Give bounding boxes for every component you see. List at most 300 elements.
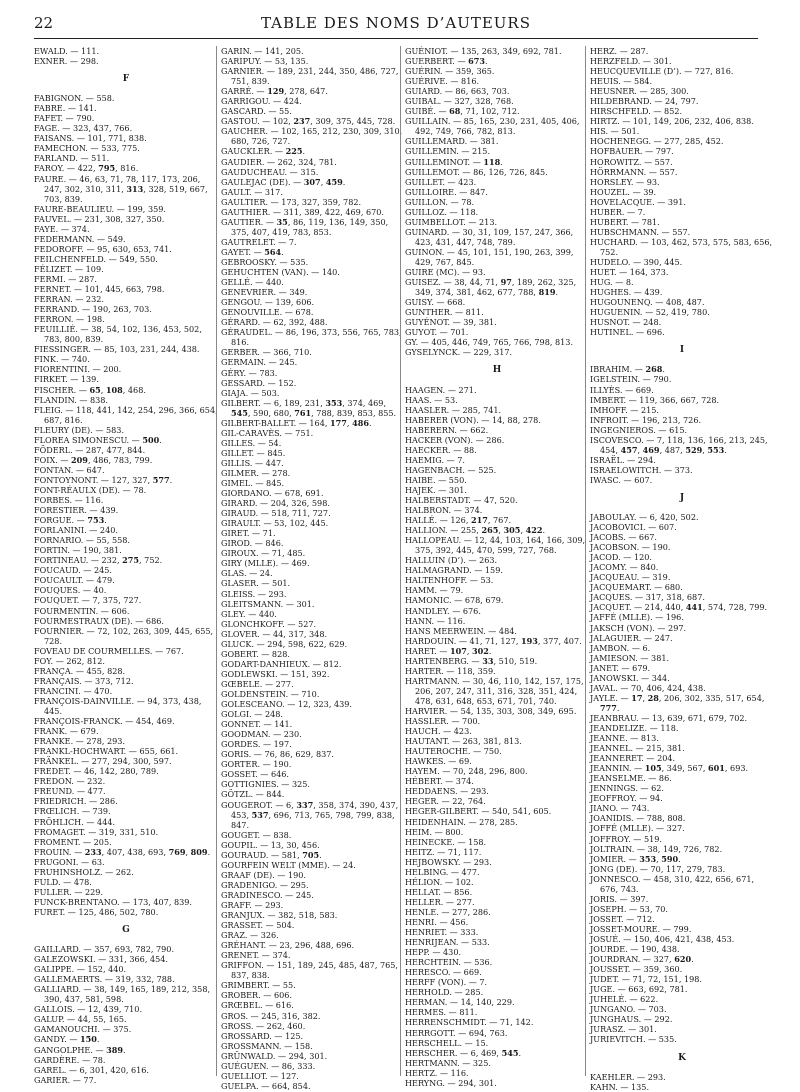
index-entry: GIRET. — 71. xyxy=(221,528,276,539)
index-entry: GARNIER. — 189, 231, 244, 350, 486, 727, 751, 839. xyxy=(221,66,399,87)
index-entry: HUG. — 8. xyxy=(590,277,634,288)
index-entry: GLEISS. — 293. xyxy=(221,588,287,599)
index-entry: HAMONIC. — 678, 679. xyxy=(405,595,504,606)
index-entry: GÉRARD. — 62, 392, 488. xyxy=(221,317,328,328)
index-entry: GASTOU. — 102, 237, 309, 375, 445, 728. xyxy=(221,116,396,127)
index-entry: FORLANINI. — 240. xyxy=(34,525,118,536)
index-entry: GEHUCHTEN (VAN). — 140. xyxy=(221,267,340,278)
index-entry: GENEVRIER. — 349. xyxy=(221,287,308,298)
index-entry: GUILLEMARD. — 381. xyxy=(405,136,499,147)
index-entry: HALMAGRAND. — 159. xyxy=(405,565,503,576)
index-entry: FULD. — 478. xyxy=(34,876,92,887)
index-entry: HAWKES. — 69. xyxy=(405,756,472,767)
index-entry: FORESTIER. — 439. xyxy=(34,505,119,516)
index-entry: JIANO. — 743. xyxy=(590,803,650,814)
index-entry: IWASC. — 607. xyxy=(590,474,653,485)
index-entry: FRANÇOIS-FRANCK. — 454, 469. xyxy=(34,716,175,727)
index-entry: FOURNIER. — 72, 102, 263, 309, 445, 655, 728. xyxy=(34,625,214,646)
index-entry: ISRAELOWITCH. — 373. xyxy=(590,464,693,475)
index-entry: JEANNEL. — 215, 381. xyxy=(590,743,685,754)
index-entry: HEGER. — 22, 764. xyxy=(405,796,486,807)
index-entry: GAULT. — 317. xyxy=(221,186,283,197)
index-entry: HÖRRMANN. — 557. xyxy=(590,166,678,177)
index-entry: GRENET. — 374. xyxy=(221,950,291,961)
index-entry: GUÉRIVE. — 816. xyxy=(405,76,480,87)
index-entry: FIESSINGER. — 85, 103, 231, 244, 438. xyxy=(34,344,200,355)
index-entry: HARTMANN. — 30, 46, 110, 142, 157, 175, 206, 207, 247, 311, 316, 328, 351, 424, 478, 631, 648, 653, 671, 701, 740. xyxy=(405,675,584,706)
index-entry: FEDOROFF. — 95, 630, 653, 741. xyxy=(34,243,172,254)
index-entry: GUISY. — 668. xyxy=(405,297,466,308)
index-entry: GANGOLPHE. — 389. xyxy=(34,1044,126,1055)
page-title: TABLE DES NOMS D’AUTEURS xyxy=(261,14,531,32)
index-entry: HAASLER. — 285, 741. xyxy=(405,404,502,415)
index-entry: HUBERT. — 781. xyxy=(590,216,660,227)
index-entry: FERRAND. — 190, 263, 703. xyxy=(34,304,152,315)
index-entry: FOY. — 262, 812. xyxy=(34,655,105,666)
index-entry: HALLION. — 255, 265, 305, 422. xyxy=(405,525,546,536)
header-rule xyxy=(34,38,758,39)
index-entry: GOURFEIN WELT (MME). — 24. xyxy=(221,859,356,870)
index-entry: HERTMANN. — 325. xyxy=(405,1057,491,1068)
index-entry: HUGOUNENQ. — 408, 487. xyxy=(590,297,705,308)
index-entry: JEANBRAU. — 13, 639, 671, 679, 702. xyxy=(590,712,748,723)
index-entry: HABERERN. — 662. xyxy=(405,424,489,435)
index-entry: FOUQUES. — 40. xyxy=(34,585,107,596)
index-entry: GEBROOSKY. — 535. xyxy=(221,256,309,267)
index-entry: GAULTIER. — 173, 327, 359, 782. xyxy=(221,196,362,207)
index-entry: HUGHES. — 439. xyxy=(590,287,663,298)
index-entry: GUILLET. — 423. xyxy=(405,176,477,187)
index-entry: FAYE. — 374. xyxy=(34,223,90,234)
index-entry: GUILLON. — 78. xyxy=(405,196,475,207)
index-entry: JUHELÉ. — 622. xyxy=(590,994,659,1005)
index-entry: GESSARD. — 152. xyxy=(221,377,297,388)
index-entry: HARTER. — 118, 359. xyxy=(405,665,496,676)
index-entry: JAFFÉ (MLLE). — 196. xyxy=(590,612,684,623)
index-entry: ILLYÈS. — 669. xyxy=(590,384,654,395)
index-entry: GOLGI. — 248. xyxy=(221,709,283,720)
index-entry: KAHN. — 135. xyxy=(590,1081,650,1092)
index-entry: GERBER. — 366, 710. xyxy=(221,347,312,358)
index-entry: GRIMBERT. — 55. xyxy=(221,980,296,991)
index-entry: GIROUX. — 71, 485. xyxy=(221,548,306,559)
index-entry: ISCOVESCO. — 7, 118, 136, 166, 213, 245, 454, 457, 469, 487, 529, 553. xyxy=(590,434,768,455)
index-entry: HAJEK. — 301. xyxy=(405,484,467,495)
index-entry: GARRÉ. — 129, 278, 647. xyxy=(221,86,328,97)
index-entry: HERFF (VON). — 7. xyxy=(405,977,488,988)
index-entry: JAKSCH (VON). — 297. xyxy=(590,622,687,633)
index-entry: FRŒLICH. — 739. xyxy=(34,806,111,817)
index-entry: JANOWSKI. — 344. xyxy=(590,672,670,683)
index-entry: HASSLER. — 700. xyxy=(405,716,481,727)
index-entry: JEANNIN. — 105, 349, 567, 601, 693. xyxy=(590,763,749,774)
index-entry: JACOMY. — 840. xyxy=(590,562,659,573)
index-entry: HUBER. — 7. xyxy=(590,206,646,217)
index-entry: GAUCHER. — 102, 165, 212, 230, 309, 310, 680, 726, 727. xyxy=(221,126,403,147)
index-entry: EWALD. — 111. xyxy=(34,46,100,56)
index-entry: GLONCHKOFF. — 527. xyxy=(221,618,317,629)
index-entry: GILLIS. — 447. xyxy=(221,457,284,468)
index-entry: GALEZOWSKI. — 331, 366, 454. xyxy=(34,954,168,965)
index-entry: GARDÈRE. — 78. xyxy=(34,1054,106,1065)
index-entry: FISCHER. — 65, 108, 468. xyxy=(34,384,146,395)
index-entry: HELLAT. — 856. xyxy=(405,886,473,897)
index-entry: ISRAËL. — 294. xyxy=(590,454,656,465)
index-entry: FAFET. — 790. xyxy=(34,113,95,124)
index-entry: GILLET. — 845. xyxy=(221,447,286,458)
index-entry: HAAS. — 53. xyxy=(405,394,458,405)
index-entry: JOUSSET. — 359, 360. xyxy=(590,964,683,975)
index-entry: HALTENHOFF. — 53. xyxy=(405,575,494,586)
index-entry: IBRAHIM. — 268. xyxy=(590,364,665,375)
index-entry: GUIMBELLOT. — 213. xyxy=(405,216,498,227)
index-entry: HARDOUIN. — 41, 71, 127, 193, 377, 407. xyxy=(405,635,582,646)
index-entry: HERTZ. — 116. xyxy=(405,1067,469,1078)
index-entry: INFROIT. — 196, 213, 726. xyxy=(590,414,702,425)
section-letter: J xyxy=(679,492,685,503)
index-entry: GAILLARD. — 357, 693, 782, 790. xyxy=(34,944,175,955)
index-entry: FREDET. — 46, 142, 280, 789. xyxy=(34,766,159,777)
index-entry: JUNGHAUS. — 292. xyxy=(590,1014,673,1025)
index-entry: HOUZEL. — 39. xyxy=(590,186,657,197)
index-entry: FEILCHENFELD. — 549, 550. xyxy=(34,253,158,264)
index-entry: JEANDELIZE. — 118. xyxy=(590,723,679,733)
index-entry: GODLEWSKI. — 151, 392. xyxy=(221,668,330,679)
section-letter: H xyxy=(492,365,502,376)
index-entry: GUINON. — 45, 101, 151, 190, 263, 399, 429, 767, 845. xyxy=(405,246,574,267)
index-entry: FIRKET. — 139. xyxy=(34,374,99,385)
index-entry: FEUILLIÉ. — 38, 54, 102, 136, 453, 502, 783, 800, 839. xyxy=(34,324,202,345)
index-entry: GIRAULT. — 53, 102, 445. xyxy=(221,518,329,529)
index-entry: JOLTRAIN. — 38, 149, 726, 782. xyxy=(590,843,723,854)
index-entry: JOFFÉ (MLLE). — 327. xyxy=(590,823,685,834)
index-entry: FAURE. — 46, 63, 71, 78, 117, 173, 206, 247, 302, 310, 311, 313, 328, 519, 667, 703, 839. xyxy=(34,173,208,204)
index-entry: FORTIN. — 190, 381. xyxy=(34,545,122,556)
section-letter: I xyxy=(679,345,685,356)
index-entry: FOIX. — 209, 486, 783, 799. xyxy=(34,454,153,465)
index-entry: JABOULAY. — 6, 420, 502. xyxy=(590,512,699,523)
index-entry: JUGE. — 663, 692, 781. xyxy=(590,984,688,995)
index-entry: KAEHLER. — 293. xyxy=(590,1071,666,1082)
index-entry: FRÖHLICH. — 444. xyxy=(34,816,116,827)
index-entry: JEANNE. — 813. xyxy=(590,733,659,744)
index-entry: HERZFELD. — 301. xyxy=(590,56,672,67)
index-entry: HABERER (VON). — 14, 88, 278. xyxy=(405,414,541,425)
index-entry: GRADENIGO. — 295. xyxy=(221,879,309,890)
index-entry: GUILLEMIN. — 215. xyxy=(405,146,491,157)
index-entry: GIRY (MLLE). — 469. xyxy=(221,558,310,569)
index-entry: JACQUES. — 317, 318, 687. xyxy=(590,592,705,603)
index-entry: HAYEM. — 70, 248, 296, 800. xyxy=(405,766,528,777)
index-entry: HAAGEN. — 271. xyxy=(405,384,477,395)
index-entry: GLEY. — 440. xyxy=(221,608,277,619)
index-entry: FERRAN. — 232. xyxy=(34,294,104,305)
index-entry: FREUND. — 477. xyxy=(34,786,106,797)
index-entry: GOBERT. — 828. xyxy=(221,648,290,659)
index-entry: HARTENBERG. — 33, 510, 519. xyxy=(405,655,538,666)
index-entry: HERSCHER. — 6, 469, 545. xyxy=(405,1047,522,1058)
index-entry: HENRI. — 456. xyxy=(405,916,469,927)
index-entry: HEJBOWSKY. — 293. xyxy=(405,856,492,867)
index-entry: GLOVER. — 44, 317, 348. xyxy=(221,628,328,639)
index-entry: JAVAL. — 70, 406, 424, 438. xyxy=(590,682,706,693)
index-entry: GARRIGOU. — 424. xyxy=(221,96,302,107)
index-entry: GILLES. — 54. xyxy=(221,437,282,448)
index-entry: FRANÇOIS-DAINVILLE. — 94, 373, 438, 445. xyxy=(34,695,202,716)
index-column-1 xyxy=(34,46,218,1085)
index-entry: HANDLEY. — 676. xyxy=(405,605,481,616)
index-entry: JOMIER. — 353, 590. xyxy=(590,853,681,864)
index-entry: GAULEJAC (DE). — 307, 459. xyxy=(221,176,346,187)
index-entry: GORDES. — 197. xyxy=(221,739,292,750)
index-entry: HERRGOTT. — 694, 763. xyxy=(405,1027,508,1038)
index-entry: GLAS. — 24. xyxy=(221,568,273,579)
index-entry: HERSCHELL. — 15. xyxy=(405,1037,489,1048)
index-entry: JURIEVITCH. — 535. xyxy=(590,1034,677,1045)
index-column-4 xyxy=(590,46,774,1092)
index-entry: HAUCH. — 423. xyxy=(405,726,472,737)
index-entry: JACOBSON. — 190. xyxy=(590,542,671,553)
index-entry: FAGE. — 323, 437, 766. xyxy=(34,123,133,134)
index-entry: FERNET. — 101, 445, 663, 798. xyxy=(34,284,165,295)
index-entry: HERMAN. — 14, 140, 229. xyxy=(405,997,515,1008)
index-entry: GUIRE (MC). — 93. xyxy=(405,267,486,278)
index-entry: FRANKE. — 278, 293. xyxy=(34,736,126,747)
index-entry: HEUCQUEVILLE (D’). — 727, 816. xyxy=(590,66,734,77)
index-entry: HENLE. — 277, 286. xyxy=(405,906,491,917)
index-entry: GLUCK. — 294, 598, 622, 629. xyxy=(221,638,348,649)
index-entry: FOUQUET. — 7, 375, 727. xyxy=(34,595,142,606)
index-entry: FERRON. — 198. xyxy=(34,314,105,325)
index-entry: GAUDIER. — 262, 324, 781. xyxy=(221,156,337,167)
index-entry: FOUCAULT. — 479. xyxy=(34,575,115,586)
index-entry: GRIFFON. — 151, 189, 245, 485, 487, 765, 837, 838. xyxy=(221,960,398,981)
index-entry: JONNESCO. — 458, 310, 422, 656, 671, 676, 743. xyxy=(590,873,755,894)
index-entry: GALLEMAERTS. — 319, 332, 788. xyxy=(34,974,175,985)
index-entry: JACOD. — 120. xyxy=(590,552,652,563)
index-entry: GRÉHANT. — 23, 296, 488, 696. xyxy=(221,940,355,951)
index-entry: JENNINGS. — 62. xyxy=(590,783,665,794)
index-entry: GODART-DANHIEUX. — 812. xyxy=(221,658,342,669)
index-entry: GRAZ. — 326. xyxy=(221,930,279,941)
index-entry: FORTINEAU. — 232, 275, 752. xyxy=(34,555,163,566)
index-entry: GAUCKLER. — 225. xyxy=(221,146,306,157)
index-entry: JACQUET. — 214, 440, 441, 574, 728, 799. xyxy=(590,602,768,613)
index-entry: FINK. — 740. xyxy=(34,354,90,365)
index-entry: FLEURY (DE). — 583. xyxy=(34,424,125,435)
index-entry: FRANÇAIS. — 373, 712. xyxy=(34,675,134,686)
index-entry: FREDON. — 232. xyxy=(34,776,106,787)
index-entry: HAEMIG. — 7. xyxy=(405,454,466,465)
index-entry: HANN. — 116. xyxy=(405,615,466,626)
index-entry: HERMES. — 811. xyxy=(405,1007,478,1018)
index-entry: FOUCAUD. — 245. xyxy=(34,565,112,576)
index-entry: FÉLIZET. — 109. xyxy=(34,263,104,274)
column-divider xyxy=(216,46,217,1076)
index-entry: GIRARD. — 204, 326, 598. xyxy=(221,498,330,509)
section-letter: F xyxy=(122,74,130,85)
index-entry: GOLESCEANO. — 12, 323, 439. xyxy=(221,699,352,710)
index-entry: GONNET. — 141. xyxy=(221,719,293,730)
index-entry: FRANÇA. — 455, 828. xyxy=(34,665,126,676)
index-entry: GROS. — 245, 316, 382. xyxy=(221,1010,321,1021)
index-entry: FOVEAU DE COURMELLES. — 767. xyxy=(34,645,184,656)
index-entry: GUILLEMOT. — 86, 126, 726, 845. xyxy=(405,166,548,177)
index-entry: HEGER-GILBERT. — 540, 541, 605. xyxy=(405,806,552,817)
index-entry: JOURDRAN. — 327, 620. xyxy=(590,954,694,965)
index-entry: HIRSCHFELD. — 852. xyxy=(590,106,683,117)
index-entry: INGEGNIEROS. — 615. xyxy=(590,424,688,435)
index-entry: JONG (DE). — 70, 117, 279, 783. xyxy=(590,863,726,874)
page-number: 22 xyxy=(34,14,54,32)
index-entry: HUTINEL. — 696. xyxy=(590,327,665,338)
index-entry: HELBING. — 477. xyxy=(405,866,480,877)
index-entry: FONT-RÉAULX (DE). — 78. xyxy=(34,484,147,495)
index-entry: GIORDANO. — 678, 691. xyxy=(221,488,324,499)
index-entry: GUÉRIN. — 359, 365. xyxy=(405,66,495,77)
index-entry: JORIS. — 397. xyxy=(590,893,649,904)
index-entry: GARIPUY. — 53, 135. xyxy=(221,56,309,67)
index-entry: HELLER. — 277. xyxy=(405,896,475,907)
index-entry: HIRTZ. — 101, 149, 206, 232, 406, 838. xyxy=(590,116,754,127)
index-entry: JACQUEAU. — 319. xyxy=(590,572,671,583)
index-entry: JEANSELME. — 86. xyxy=(590,773,672,784)
index-entry: GARIN. — 141, 205. xyxy=(221,46,304,56)
index-entry: FULLER. — 229. xyxy=(34,886,104,897)
index-entry: FONTAN. — 647. xyxy=(34,464,105,475)
index-entry: GUIBAL. — 327, 328, 768. xyxy=(405,96,514,107)
index-entry: GALIPPE. — 152, 440. xyxy=(34,964,127,975)
index-entry: HANS MEERWEIN. — 484. xyxy=(405,625,517,636)
index-entry: GUILLOIRE. — 847. xyxy=(405,186,488,197)
index-entry: GAREL. — 6, 301, 420, 616. xyxy=(34,1064,150,1075)
section-letter: G xyxy=(122,924,130,935)
index-entry: GUILLEMINOT. — 118. xyxy=(405,156,503,167)
index-entry: HARVIER. — 54, 135, 303, 308, 349, 695. xyxy=(405,706,577,716)
index-entry: HUET. — 164, 373. xyxy=(590,267,669,278)
index-entry: HAMM. — 79. xyxy=(405,585,464,596)
index-entry: FRUHINSHOLZ. — 262. xyxy=(34,866,134,877)
index-entry: FRIEDRICH. — 286. xyxy=(34,796,118,807)
index-entry: GUYÉNOT. — 39, 381. xyxy=(405,317,497,328)
index-entry: HAGENBACH. — 525. xyxy=(405,464,497,475)
index-entry: HOVELACQUE. — 391. xyxy=(590,196,686,207)
index-entry: JAMIESON. — 381. xyxy=(590,652,670,663)
index-entry: FRANK. — 679. xyxy=(34,726,99,737)
index-entry: HENRIET. — 333. xyxy=(405,927,479,938)
index-entry: GRŒBEL. — 616. xyxy=(221,1000,294,1011)
index-entry: HUBSCHMANN. — 557. xyxy=(590,226,691,237)
index-entry: GRAAF (DE). — 190. xyxy=(221,869,306,880)
index-entry: HEIDENHAIN. — 278, 285. xyxy=(405,816,518,827)
index-entry: JOANIDIS. — 788, 808. xyxy=(590,813,686,824)
index-entry: JACQUEMART. — 680. xyxy=(590,582,683,593)
index-entry: GOLDENSTEIN. — 710. xyxy=(221,689,320,699)
index-entry: GORIS. — 76, 86, 629, 837. xyxy=(221,749,334,760)
index-entry: GROSSARD. — 125. xyxy=(221,1030,304,1041)
index-entry: FÖDERL. — 287, 477, 844. xyxy=(34,444,146,455)
index-entry: HÉLION. — 102. xyxy=(405,876,474,887)
index-entry: FORBES. — 116. xyxy=(34,495,104,506)
index-entry: HEUSNER. — 285, 300. xyxy=(590,86,689,97)
index-entry: GILMER. — 278. xyxy=(221,467,291,478)
index-entry: GENOUVILLE. — 678. xyxy=(221,307,314,318)
index-entry: GY. — 405, 446, 749, 765, 766, 798, 813. xyxy=(405,337,574,348)
index-entry: JURASZ. — 301. xyxy=(590,1024,657,1035)
index-entry: HEPP. — 430. xyxy=(405,947,462,958)
index-entry: GUELLIOT. — 127. xyxy=(221,1070,299,1081)
index-entry: HUGUENIN. — 52, 419, 780. xyxy=(590,307,710,318)
index-column-2 xyxy=(221,46,405,1091)
index-entry: FRANCINI. — 470. xyxy=(34,685,113,696)
index-entry: JOFFROY. — 519. xyxy=(590,833,662,844)
column-divider xyxy=(585,46,586,1076)
index-entry: GORTER. — 190. xyxy=(221,759,292,770)
index-entry: FROMAGET. — 319, 331, 510. xyxy=(34,826,159,837)
index-entry: GOUGEROT. — 6, 337, 358, 374, 390, 437, 453, 537, 696, 713, 765, 798, 799, 838, 847. xyxy=(221,799,399,830)
index-entry: GUILLOZ. — 118. xyxy=(405,206,479,217)
index-entry: IMHOFF. — 215. xyxy=(590,404,659,415)
index-entry: HUSNOT. — 248. xyxy=(590,317,662,328)
index-entry: HENRIJEAN. — 533. xyxy=(405,937,490,948)
index-entry: HALLUIN (D’). — 263. xyxy=(405,555,498,566)
index-entry: GARIER. — 77. xyxy=(34,1074,97,1085)
index-entry: HERZ. — 287. xyxy=(590,46,649,56)
index-entry: HEINECKE. — 158. xyxy=(405,836,487,847)
index-entry: HERESCO. — 669. xyxy=(405,967,482,978)
index-entry: GUÉNIOT. — 135, 263, 349, 692, 781. xyxy=(405,46,562,56)
index-entry: GAYET. — 564. xyxy=(221,246,284,257)
index-entry: GALLIARD. — 38, 149, 165, 189, 212, 358, 390, 437, 581, 598. xyxy=(34,984,211,1005)
index-entry: GŒBELE. — 277. xyxy=(221,678,294,689)
index-entry: JANET. — 679. xyxy=(590,662,651,673)
index-entry: HERRENSCHMIDT. — 71, 142. xyxy=(405,1017,534,1028)
index-entry: HERHOLD. — 285. xyxy=(405,987,484,998)
index-entry: GÉRAUDEL. — 86, 196, 373, 556, 765, 783, 816. xyxy=(221,327,402,348)
index-entry: GROBER. — 606. xyxy=(221,990,292,1001)
index-entry: GUÉGUEN. — 86, 333. xyxy=(221,1060,316,1071)
index-entry: FAROY. — 422, 795, 816. xyxy=(34,163,139,174)
index-entry: GENGOU. — 139, 606. xyxy=(221,297,315,308)
index-entry: HORSLEY. — 93. xyxy=(590,176,660,187)
index-entry: HOFBAUER. — 797. xyxy=(590,146,674,157)
index-entry: GIMEL. — 845. xyxy=(221,478,285,489)
index-entry: FONTOYNONT. — 127, 327, 577. xyxy=(34,474,173,485)
index-entry: GOODMAN. — 230. xyxy=(221,729,302,740)
index-entry: IMBERT. — 119, 366, 667, 728. xyxy=(590,394,720,405)
index-entry: GRANJUX. — 382, 518, 583. xyxy=(221,910,338,921)
index-entry: JACOBOVICI. — 607. xyxy=(590,522,677,533)
index-entry: FOURMESTRAUX (DE). — 686. xyxy=(34,615,164,626)
index-entry: HIS. — 501. xyxy=(590,126,640,137)
index-entry: FUNCK-BRENTANO. — 173, 407, 839. xyxy=(34,896,193,907)
index-entry: GOUGET. — 838. xyxy=(221,829,292,840)
index-entry: JEANNERET. — 204. xyxy=(590,753,676,764)
index-entry: JACOBS. — 667. xyxy=(590,532,657,543)
index-entry: FROUIN. — 233, 407, 438, 693, 769, 809. xyxy=(34,846,211,857)
index-entry: GUIBÉ. — 68, 71, 102, 712. xyxy=(405,106,520,117)
index-entry: FAURE-BEAULIEU. — 199, 359. xyxy=(34,203,166,214)
index-entry: GUNTHER. — 811. xyxy=(405,307,484,318)
index-entry: JOSSET-MOURE. — 799. xyxy=(590,923,692,934)
index-entry: JOSUÉ. — 150, 406, 421, 438, 453. xyxy=(590,933,735,944)
index-entry: FABIGNON. — 558. xyxy=(34,93,115,104)
index-entry: HAUTEROCHE. — 750. xyxy=(405,746,502,757)
index-entry: FORGUE. — 753. xyxy=(34,515,107,526)
index-entry: GILBERT. — 6, 189, 231, 353, 374, 469, 545, 590, 680, 761, 788, 839, 853, 855. xyxy=(221,397,397,418)
index-entry: GUYOT. — 701. xyxy=(405,327,469,338)
index-entry: GAUTRELET. — 7. xyxy=(221,236,297,247)
